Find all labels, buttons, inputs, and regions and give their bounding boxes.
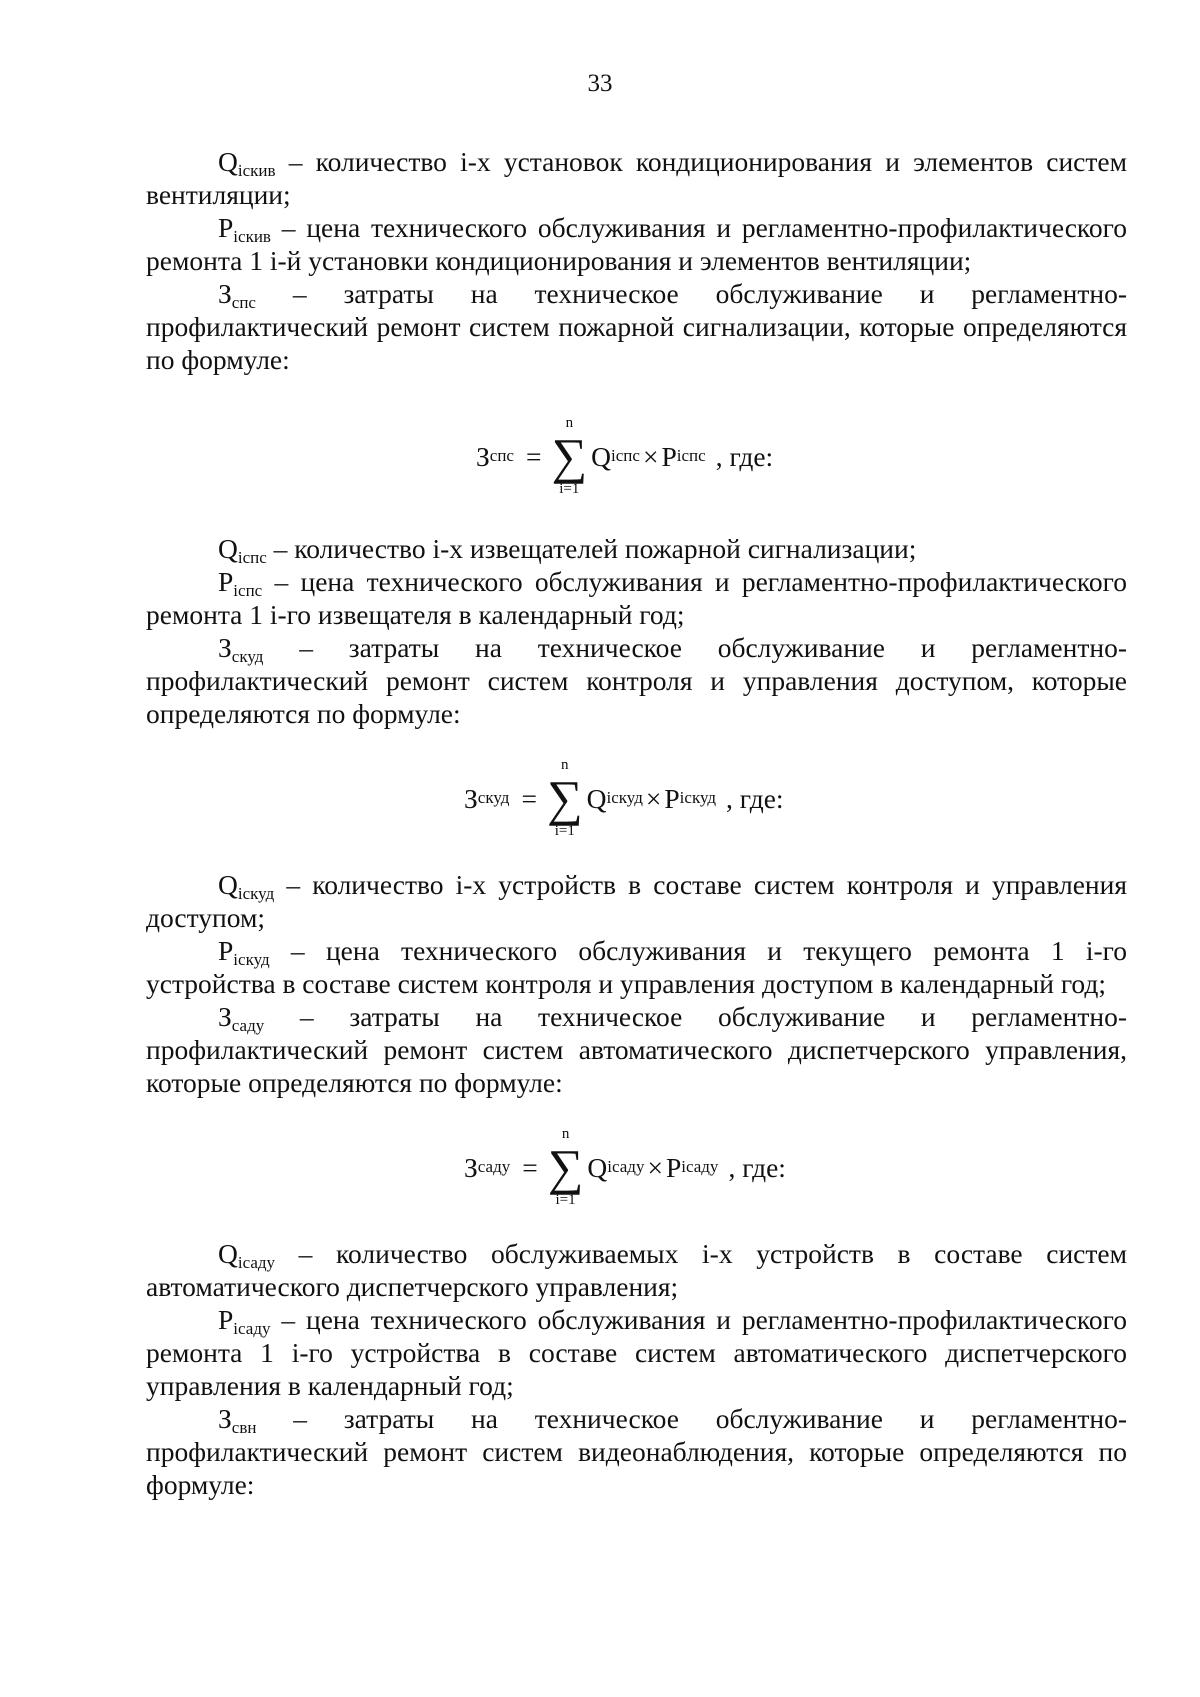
formula-p: P [664,782,680,814]
definition-text: – цена технического обслуживания и регламентно-профилактического ремонта 1 i-го устройства в составе систем автоматического диспетчерского управления в календарный год; [146,1304,1127,1401]
formula-sps-block [146,406,1127,506]
formula-equals: = [522,1151,538,1183]
formula-q: Q [586,782,607,814]
symbol: Q [218,146,238,177]
sigma-symbol: ∑ [547,1139,584,1195]
formula-p: P [661,440,677,472]
definition-text: – количество i-х извещателей пожарной сигнализации; [266,533,917,564]
symbol-subscript: iспс [233,581,263,600]
formula-skud: З скуд = n ∑ i=1 Q iскуд × P iскуд , где: [464,757,784,839]
summation-lower-limit: i=1 [559,481,580,497]
summation-upper-limit: n [565,415,574,431]
definition-p-isadu [146,1303,1127,1402]
summation-lower-limit: i=1 [555,1192,576,1208]
page-number: 33 [587,70,613,97]
symbol: P [218,212,234,243]
sigma-symbol: ∑ [546,770,583,826]
sigma-symbol: ∑ [551,428,588,484]
formula-equals: = [525,440,542,472]
document-body [146,145,1127,1501]
symbol-subscript: скуд [231,647,264,666]
symbol-subscript: iсаду [233,1319,271,1338]
definition-p-isps [146,565,1127,631]
formula-equals: = [521,782,537,814]
definition-q-isadu [146,1237,1127,1303]
definition-text: – цена технического обслуживания и регламентно-профилактического ремонта 1 i-го извещателя в календарный год; [146,566,1127,630]
symbol-subscript: саду [231,1016,265,1035]
formula-sadu-block [146,1117,1127,1217]
formula-times: × [647,1151,663,1183]
symbol: Q [218,533,238,564]
symbol: З [218,278,232,309]
formula-tail: , где: [726,782,784,814]
definition-q-isps [146,532,1127,565]
formula-sps: З спс = n ∑ i=1 Q iспс × P iспс , где: [476,415,774,497]
definition-p-iskud [146,934,1127,1000]
symbol-subscript: iсаду [237,1253,276,1272]
summation-upper-limit: n [561,757,569,773]
summation [552,415,588,497]
formula-times: × [645,782,662,814]
symbol-subscript: iскив [233,227,271,246]
formula-p: P [665,1151,682,1183]
symbol-subscript: свн [231,1418,257,1437]
symbol: P [218,935,234,966]
definition-text: – количество i-х устройств в составе систем контроля и управления доступом; [146,869,1127,933]
formula-tail: , где: [728,1151,786,1183]
definition-z-skud [146,631,1127,730]
symbol-subscript: iскуд [233,950,270,969]
symbol-subscript: спс [231,293,256,312]
definition-text: – затраты на техническое обслуживание и регламентно-профилактический ремонт систем пожарной сигнализации, которые определяются по формуле: [146,278,1127,375]
definition-z-sps [146,277,1127,376]
definition-text: – затраты на техническое обслуживание и регламентно-профилактический ремонт систем видеонаблюдения, которые определяются по формуле: [146,1403,1127,1500]
symbol-subscript: iскив [237,161,276,180]
summation [547,757,583,839]
formula-lhs: З [464,782,478,814]
definition-text: – цена технического обслуживания и регламентно-профилактического ремонта 1 i-й установки кондиционирования и элементов вентиляции; [146,212,1127,276]
formula-q: Q [591,440,612,472]
symbol: P [218,1304,234,1335]
definition-q-iskiv [146,145,1127,211]
symbol: P [218,566,234,597]
definition-q-iskud [146,868,1127,934]
symbol: З [218,1403,232,1434]
symbol: З [218,632,232,663]
summation [548,1126,584,1208]
formula-skud-block [146,748,1127,848]
definition-z-sadu [146,1000,1127,1099]
definition-text: – количество обслуживаемых i-х устройств в составе систем автоматического диспетчерского управления; [146,1238,1127,1302]
definition-text: – цена технического обслуживания и текущего ремонта 1 i-го устройства в составе систем контроля и управления доступом в календарный год; [146,935,1127,999]
definition-p-iskiv [146,211,1127,277]
summation-upper-limit: n [561,1126,570,1142]
symbol: З [218,1001,232,1032]
definition-z-svn [146,1402,1127,1501]
symbol-subscript: iскуд [237,884,275,903]
symbol: Q [218,1238,238,1269]
formula-tail: , где: [715,440,774,472]
formula-q: Q [587,1151,608,1183]
formula-lhs: З [464,1151,478,1183]
formula-sadu: З саду = n ∑ i=1 Q iсаду × P iсаду , где: [464,1126,786,1208]
formula-lhs: З [476,440,490,472]
definition-text: – количество i-х установок кондиционирования и элементов систем вентиляции; [146,146,1127,210]
definition-text: – затраты на техническое обслуживание и регламентно-профилактический ремонт систем контроля и управления доступом, которые определяются по формуле: [146,632,1127,729]
definition-text: – затраты на техническое обслуживание и регламентно-профилактический ремонт систем автоматического диспетчерского управления, которые определяются по формуле: [146,1001,1127,1098]
formula-times: × [642,440,659,472]
summation-lower-limit: i=1 [554,823,575,839]
symbol-subscript: iспс [237,548,267,567]
symbol: Q [218,869,238,900]
